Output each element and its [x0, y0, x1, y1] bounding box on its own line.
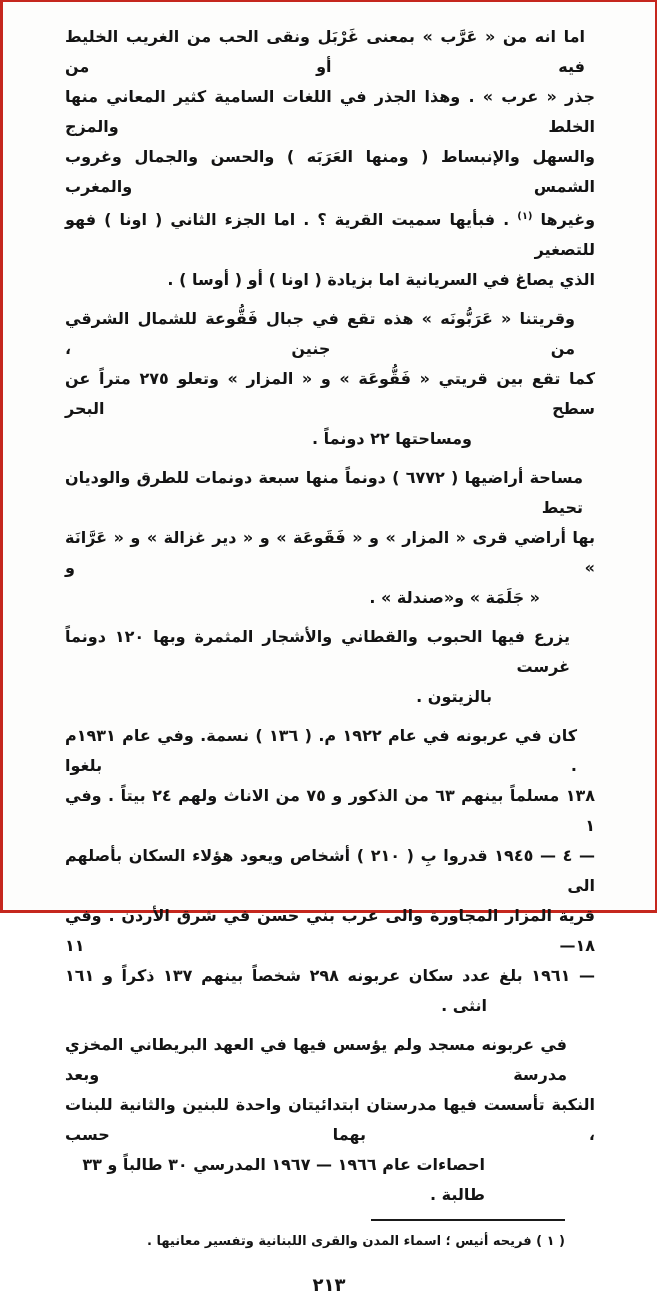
- footnote-area: [3, 1219, 655, 1251]
- text-line: ١٣٨ مسلماً بينهم ٦٣ من الذكور و ٧٥ من الاناث ولهم ٢٤ بيتاً . وفي ١: [65, 786, 596, 835]
- text-line: « جَلَمَة » و«صندلة » .: [369, 588, 540, 607]
- paragraph: [65, 721, 595, 1021]
- text-line: وقريتنا « عَرَبُّونَه » هذه تقع في جبال فَقُّوعة للشمال الشرقي من جنين ،: [65, 309, 575, 358]
- text-line: — ٤ — ١٩٤٥ قدروا بِ ( ٢١٠ ) أشخاص ويعود هؤلاء السكان بأصلهم الى: [65, 846, 596, 895]
- text-line: مساحة أراضيها ( ٦٧٧٢ ) دونماً منها سبعة دونمات للطرق والوديان تحيط: [65, 468, 584, 517]
- text-line: يزرع فيها الحبوب والقطاني والأشجار المثمرة وبها ١٢٠ دونماً غرست: [65, 627, 571, 676]
- paragraph: [65, 463, 595, 613]
- body-text: [3, 2, 655, 1210]
- footnote-ref: (١): [517, 211, 533, 222]
- text-line: والسهل والإنبساط ( ومنها العَرَبَه ) والحسن والجمال وغروب الشمس والمغرب: [65, 147, 595, 196]
- text-run: . فبأيها سميت القرية ؟ . اما الجزء الثاني ( اونا ) فهو للتصغير: [65, 210, 595, 259]
- paragraph: [65, 622, 595, 712]
- text-line: الذي يصاغ في السريانية اما بزيادة ( اونا ) أو ( أوسا ) .: [167, 270, 595, 289]
- text-line: النكبة تأسست فيها مدرستان ابتدائيتان واحدة للبنين والثانية للبنات ، بهما حسب: [65, 1095, 595, 1144]
- text-run: وغيرها: [532, 210, 596, 229]
- paragraph: [65, 304, 595, 454]
- text-line: اما انه من « عَرَّب » بمعنى غَرْبَل ونقى الحب من الغريب الخليط فيه أو من: [65, 27, 585, 76]
- text-line: [65, 202, 595, 265]
- text-line: بها أراضي قرى « المزار » و « فَقَوعَة » و « دير غزالة » و « عَرَّانَة » و: [65, 528, 595, 577]
- page-number: ٢١٣: [312, 1275, 346, 1296]
- paragraph: [65, 1030, 595, 1210]
- text-line: كما تقع بين قريتي « فَقُّوعَة » و « المزار » وتعلو ٢٧٥ متراً عن سطح البحر: [65, 369, 596, 418]
- text-line: احصاءات عام ١٩٦٦ — ١٩٦٧ المدرسي ٣٠ طالباً و ٣٣ طالبة .: [82, 1155, 485, 1204]
- text-line: في عربونه مسجد ولم يؤسس فيها في العهد البريطاني المخزي مدرسة وبعد: [65, 1035, 567, 1084]
- footnote-divider: [371, 1219, 565, 1221]
- text-line: جذر « عرب » . وهذا الجذر في اللغات السامية كثير المعاني منها الخلط والمزج: [65, 87, 595, 136]
- text-line: — ١٩٦١ بلغ عدد سكان عربونه ٢٩٨ شخصاً بينهم ١٣٧ ذكراً و ١٦١: [65, 966, 596, 985]
- text-line: ومساحتها ٢٢ دونماً .: [312, 429, 472, 448]
- text-line: كان في عربونه في عام ١٩٢٢ م. ( ١٣٦ ) نسمة. وفي عام ١٩٣١م . بلغوا: [65, 726, 578, 775]
- paragraph: [65, 22, 595, 295]
- text-line: انثى .: [441, 996, 487, 1015]
- text-line: قرية المزار المجاورة والى عرب بني حسن في شرق الأردن . وفي ١٨— ١١: [65, 906, 595, 955]
- text-line: بالزيتون .: [416, 687, 492, 706]
- footnote: ( ١ ) فريحه أنيس ؛ اسماء المدن والقرى اللبنانية وتفسير معانيها .: [146, 1234, 565, 1249]
